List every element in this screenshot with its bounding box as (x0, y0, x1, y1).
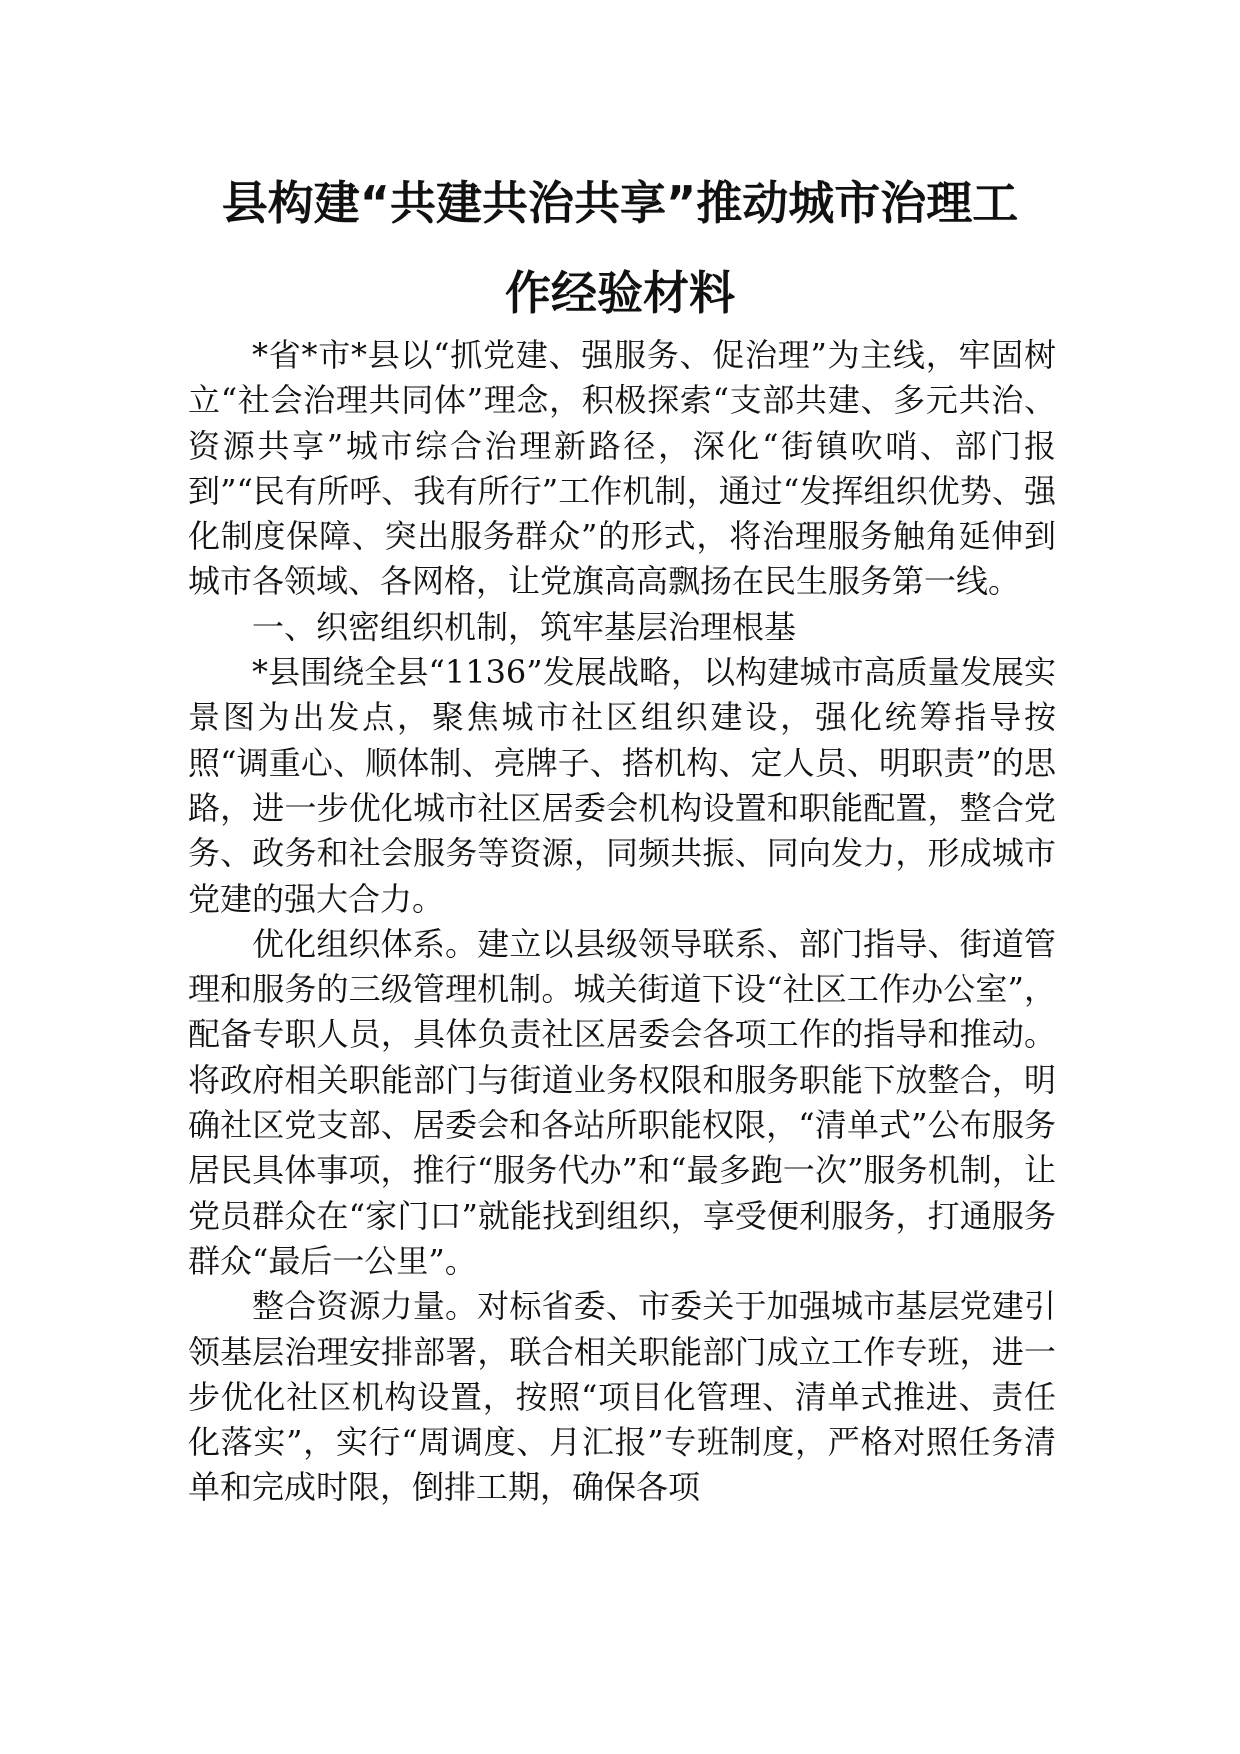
intro-paragraph: *省*市*县以“抓党建、强服务、促治理”为主线，牢固树立“社会治理共同体”理念，积极探索“支部共建、多元共治、资源共享”城市综合治理新路径，深化“街镇吹哨、部门报到”“民有所呼、我有所行”工作机制，通过“发挥组织优势、强化制度保障、突出服务群众”的形式，将治理服务触角延伸到城市各领域、各网格，让党旗高高飘扬在民生服务第一线。 (188, 336, 1056, 601)
section-paragraph-1: *县围绕全县“1136”发展战略，以构建城市高质量发展实景图为出发点，聚焦城市社区组织建设，强化统筹指导按照“调重心、顺体制、亮牌子、搭机构、定人员、明职责”的思路，进一步优化城市社区居委会机构设置和职能配置，整合党务、政务和社会服务等资源，同频共振、同向发力，形成城市党建的强大合力。 (188, 653, 1056, 918)
document-title (180, 158, 1060, 338)
section-paragraph-2: 优化组织体系。建立以县级领导联系、部门指导、街道管理和服务的三级管理机制。城关街道下设“社区工作办公室”，配备专职人员，具体负责社区居委会各项工作的指导和推动。将政府相关职能部门与街道业务权限和服务职能下放整合，明确社区党支部、居委会和各站所职能权限，“清单式”公布服务居民具体事项，推行“服务代办”和“最多跑一次”服务机制，让党员群众在“家门口”就能找到组织，享受便利服务，打通服务群众“最后一公里”。 (188, 924, 1056, 1280)
document-body (188, 333, 1056, 1511)
title-line-2: 作经验材料 (505, 266, 735, 320)
title-line-1: 县构建“共建共治共享”推动城市治理工 (221, 176, 1019, 230)
section-heading: 一、织密组织机制，筑牢基层治理根基 (252, 607, 797, 646)
section-paragraph-3: 整合资源力量。对标省委、市委关于加强城市基层党建引领基层治理安排部署，联合相关职能部门成立工作专班，进一步优化社区机构设置，按照“项目化管理、清单式推进、责任化落实”，实行“周调度、月汇报”专班制度，严格对照任务清单和完成时限，倒排工期，确保各项 (188, 1287, 1056, 1507)
